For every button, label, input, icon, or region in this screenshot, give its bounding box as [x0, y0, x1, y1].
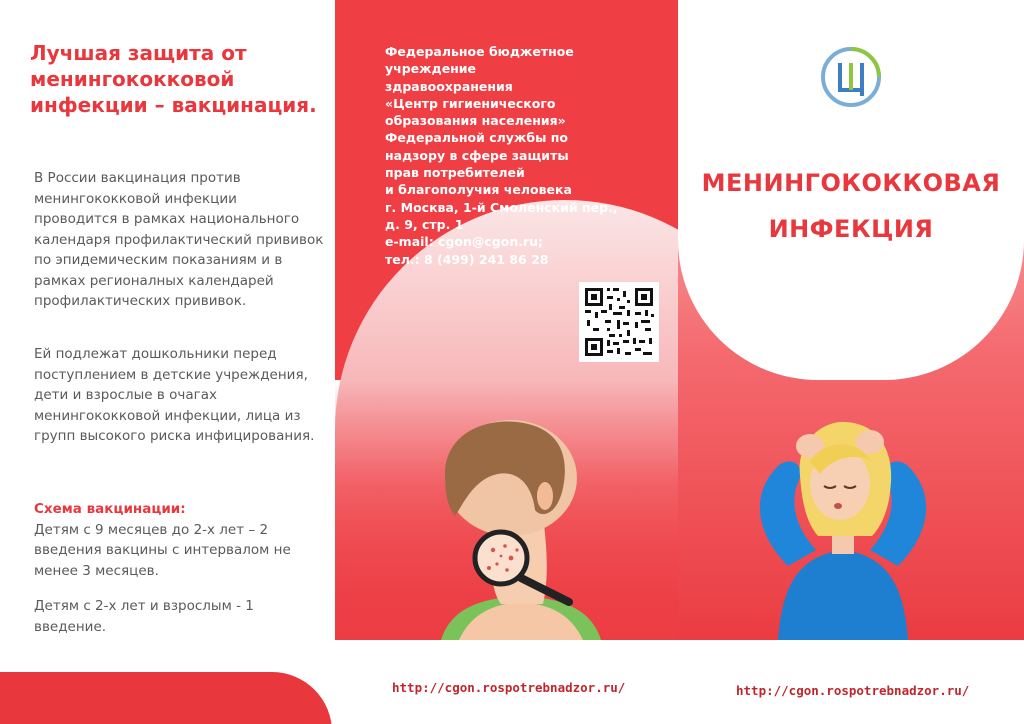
woman-headache-illustration: [738, 416, 948, 640]
left-paragraph-2: Ей подлежат дошкольники перед поступлением в детские учреждения, дети и взрослые в очагах менингококковой инфекции, лица из групп высокого риска инфицирования.: [34, 346, 315, 444]
left-corner-decoration: [0, 672, 332, 724]
left-paragraph-1: В России вакцинация против менингококковой инфекции проводится в рамках национального календаря профилактический прививок по эпидемическим показаниям и в рамках регионалных календарей профилактических прививок.: [34, 170, 324, 309]
magnifier-neck-illustration: [431, 418, 611, 640]
title-line-2: ИНФЕКЦИЯ: [768, 215, 934, 243]
qr-code-icon[interactable]: [579, 282, 659, 362]
right-url-link[interactable]: http://cgon.rospotrebnadzor.ru/: [736, 683, 970, 698]
schema-text: Детям с 9 месяцев до 2-х лет – 2 введения вакцины с интервалом не менее 3 месяцев.: [34, 521, 291, 579]
cgon-logo: [820, 46, 882, 108]
middle-panel: [335, 0, 678, 724]
left-heading: Лучшая защита от менингококковой инфекции – вакцинация.: [30, 41, 317, 117]
left-paragraph-4: Детям с 2-х лет и взрослым - 1 введение.: [34, 598, 254, 635]
left-schema-block: [34, 499, 324, 581]
organization-info: Федеральное бюджетное учреждение здравоохранения «Центр гигиенического образования населения» Федеральной службы по надзору в сфере защиты прав потребителей и благополучия человека г. Москва, 1-й Смоленский пер., д. 9, стр. 1 e-mail: cgon@cgon.ru; тел.: 8 (499) 241 86 28: [385, 44, 618, 267]
right-white-bottom: [678, 640, 1024, 724]
schema-title: Схема вакцинации:: [34, 501, 186, 517]
middle-url-link[interactable]: http://cgon.rospotrebnadzor.ru/: [392, 680, 626, 695]
title-line-1: МЕНИНГОКОККОВАЯ: [701, 169, 1001, 197]
right-panel: [678, 0, 1024, 724]
left-panel: [0, 0, 335, 724]
brochure-title: [678, 160, 1024, 252]
